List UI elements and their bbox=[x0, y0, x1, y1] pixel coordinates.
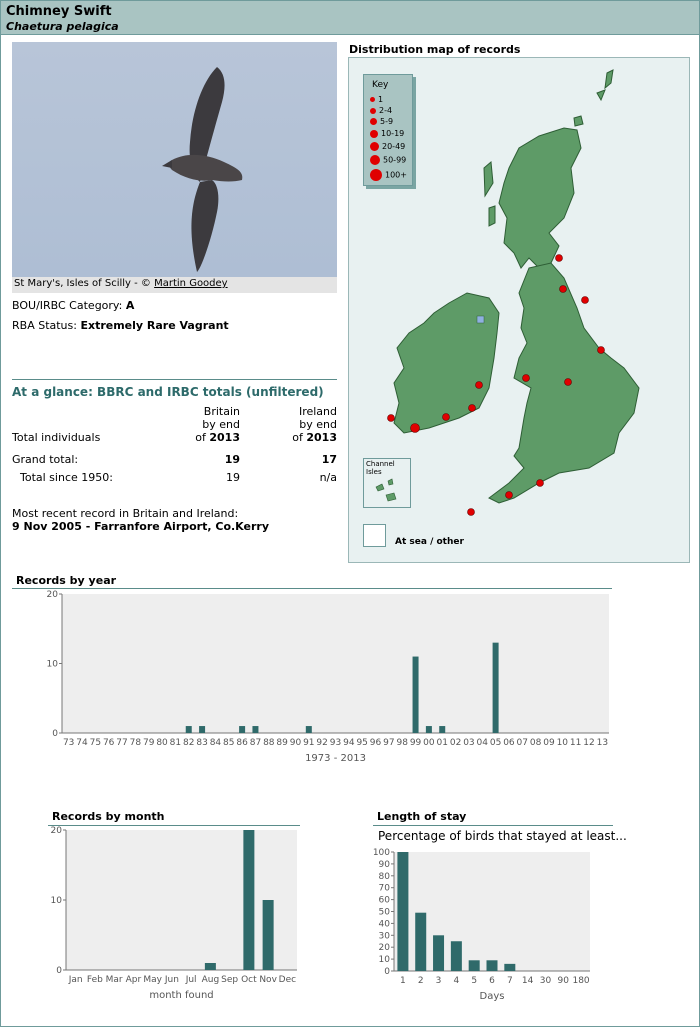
x-tick-label: 88 bbox=[263, 738, 275, 748]
y-tick-label: 20 bbox=[378, 943, 390, 954]
x-tick-label: 93 bbox=[329, 738, 342, 748]
y-tick-label: 10 bbox=[46, 659, 58, 670]
x-tick-label: Jun bbox=[164, 975, 179, 985]
bar bbox=[186, 726, 192, 733]
x-tick-label: 75 bbox=[89, 738, 102, 748]
length-of-stay-chart bbox=[360, 846, 600, 1006]
x-tick-label: Apr bbox=[125, 975, 142, 985]
x-tick-label: 76 bbox=[102, 738, 115, 748]
key-item-5-9: 5-9 bbox=[370, 117, 393, 126]
x-tick-label: 09 bbox=[543, 738, 555, 748]
channel-isles-map bbox=[364, 459, 410, 507]
length-of-stay-subtitle: Percentage of birds that stayed at least... bbox=[378, 829, 627, 843]
y-tick-label: 40 bbox=[378, 919, 390, 930]
bar bbox=[469, 960, 480, 971]
x-tick-label: 10 bbox=[556, 738, 569, 748]
x-tick-label: 86 bbox=[236, 738, 248, 748]
x-tick-label: Nov bbox=[259, 975, 277, 985]
x-tick-label: 91 bbox=[303, 738, 315, 748]
total-individuals-label: Total individuals bbox=[12, 431, 101, 444]
x-tick-label: 79 bbox=[142, 738, 155, 748]
x-tick-label: 3 bbox=[435, 976, 442, 986]
at-sea-label: At sea / other bbox=[395, 537, 464, 547]
x-axis-label: Days bbox=[479, 991, 505, 1002]
x-tick-label: 96 bbox=[369, 738, 382, 748]
bar bbox=[439, 726, 445, 733]
records-by-month-chart bbox=[28, 826, 303, 1006]
y-tick-label: 20 bbox=[46, 590, 58, 600]
bar bbox=[263, 900, 274, 970]
y-tick-label: 80 bbox=[378, 871, 390, 882]
category-value: A bbox=[125, 299, 135, 312]
grand-total-label: Grand total: bbox=[12, 453, 79, 466]
x-tick-label: 81 bbox=[169, 738, 182, 748]
bird-photo bbox=[12, 42, 337, 277]
key-item-2-4: 2-4 bbox=[370, 106, 392, 115]
bar bbox=[243, 830, 254, 970]
x-tick-label: 30 bbox=[539, 976, 552, 986]
channel-isles-label: Channel Isles bbox=[366, 460, 395, 476]
x-tick-label: 80 bbox=[156, 738, 168, 748]
x-tick-label: Oct bbox=[241, 975, 257, 985]
x-tick-label: 78 bbox=[129, 738, 142, 748]
x-tick-label: 04 bbox=[476, 738, 488, 748]
y-tick-label: 0 bbox=[384, 967, 390, 977]
x-tick-label: 02 bbox=[449, 738, 462, 748]
x-tick-label: Aug bbox=[201, 975, 220, 985]
swift-silhouette-image bbox=[12, 42, 337, 277]
x-tick-label: 6 bbox=[489, 976, 495, 986]
rba-status-row bbox=[12, 319, 229, 332]
x-tick-label: 90 bbox=[289, 738, 302, 748]
species-header bbox=[1, 1, 699, 35]
y-tick-label: 70 bbox=[378, 883, 390, 894]
since-1950-label: Total since 1950: bbox=[20, 471, 113, 484]
x-tick-label: 95 bbox=[356, 738, 368, 748]
y-tick-label: 60 bbox=[378, 895, 390, 906]
grand-total-britain: 19 bbox=[224, 453, 240, 466]
britain-column-header bbox=[186, 405, 240, 444]
x-tick-label: 98 bbox=[396, 738, 408, 748]
y-tick-label: 10 bbox=[50, 896, 62, 906]
x-tick-label: 1 bbox=[400, 976, 406, 986]
scientific-name: Chaetura pelagica bbox=[6, 20, 119, 33]
x-tick-label: 90 bbox=[557, 976, 569, 986]
photographer-link[interactable]: Martin Goodey bbox=[154, 278, 228, 289]
ireland-header-line1: Ireland bbox=[298, 405, 337, 418]
x-tick-label: 5 bbox=[471, 976, 478, 986]
y-tick-label: 0 bbox=[52, 729, 58, 739]
ireland-column-header bbox=[282, 405, 337, 444]
x-tick-label: 77 bbox=[116, 738, 128, 748]
x-tick-label: 74 bbox=[76, 738, 88, 748]
rba-status-label: RBA Status: bbox=[12, 319, 77, 332]
x-tick-label: 97 bbox=[383, 738, 395, 748]
key-item-1: 1 bbox=[370, 95, 383, 104]
bar bbox=[415, 913, 426, 971]
plot-background bbox=[66, 830, 297, 970]
channel-isles-inset bbox=[363, 458, 411, 508]
rba-status-value: Extremely Rare Vagrant bbox=[80, 319, 229, 332]
x-tick-label: 94 bbox=[343, 738, 355, 748]
bar bbox=[306, 726, 312, 733]
plot-background bbox=[62, 594, 609, 733]
bar bbox=[199, 726, 205, 733]
key-item-10-19: 10-19 bbox=[370, 129, 404, 138]
y-tick-label: 90 bbox=[378, 859, 390, 870]
since-1950-ireland: n/a bbox=[319, 471, 337, 484]
britain-header-line3: of 2013 bbox=[195, 431, 240, 444]
britain-header-line1: Britain bbox=[203, 405, 240, 418]
bar bbox=[487, 960, 498, 971]
x-axis-label: 1973 - 2013 bbox=[305, 753, 366, 764]
x-tick-label: 07 bbox=[516, 738, 529, 748]
bar bbox=[433, 935, 444, 971]
key-title: Key bbox=[372, 80, 389, 90]
caption-text: St Mary's, Isles of Scilly - © bbox=[14, 278, 151, 289]
y-tick-label: 10 bbox=[378, 955, 390, 966]
bar bbox=[451, 941, 462, 971]
recent-record-label: Most recent record in Britain and Ireland: bbox=[12, 507, 239, 520]
since-1950-britain: 19 bbox=[226, 471, 240, 484]
x-tick-label: 73 bbox=[62, 738, 75, 748]
grand-total-ireland: 17 bbox=[321, 453, 337, 466]
key-item-50-99: 50-99 bbox=[370, 155, 406, 165]
y-tick-label: 0 bbox=[56, 966, 62, 976]
x-tick-label: 87 bbox=[249, 738, 262, 748]
ireland-header-line3: of 2013 bbox=[292, 431, 337, 444]
x-tick-label: 05 bbox=[489, 738, 502, 748]
x-tick-label: Mar bbox=[105, 975, 123, 985]
x-tick-label: 14 bbox=[521, 976, 534, 986]
x-tick-label: 180 bbox=[572, 976, 590, 986]
records-by-year-title: Records by year bbox=[16, 574, 117, 587]
x-tick-label: 85 bbox=[223, 738, 235, 748]
x-tick-label: 2 bbox=[417, 976, 424, 986]
x-tick-label: 99 bbox=[409, 738, 422, 748]
britain-header-line2: by end bbox=[202, 418, 240, 431]
x-tick-label: 4 bbox=[453, 976, 460, 986]
x-tick-label: 92 bbox=[316, 738, 328, 748]
recent-record-value: 9 Nov 2005 - Farranfore Airport, Co.Kerry bbox=[12, 520, 269, 533]
common-name: Chimney Swift bbox=[6, 4, 112, 19]
bar bbox=[493, 643, 499, 733]
category-row bbox=[12, 299, 134, 312]
map-title: Distribution map of records bbox=[349, 43, 521, 56]
bar bbox=[397, 852, 408, 971]
x-tick-label: 08 bbox=[529, 738, 542, 748]
x-tick-label: 89 bbox=[276, 738, 288, 748]
key-item-100-plus: 100+ bbox=[370, 169, 407, 181]
bar bbox=[413, 657, 419, 733]
length-of-stay-rule bbox=[373, 825, 613, 826]
at-sea-box bbox=[363, 524, 386, 547]
x-tick-label: May bbox=[143, 975, 162, 985]
x-tick-label: 83 bbox=[196, 738, 208, 748]
bar bbox=[205, 963, 216, 970]
glance-title: At a glance: BBRC and IRBC totals (unfiltered) bbox=[12, 379, 337, 399]
x-tick-label: Dec bbox=[278, 975, 297, 985]
x-tick-label: 84 bbox=[209, 738, 222, 748]
x-tick-label: 12 bbox=[583, 738, 595, 748]
x-tick-label: 06 bbox=[503, 738, 515, 748]
x-tick-label: 82 bbox=[183, 738, 195, 748]
bar bbox=[239, 726, 245, 733]
x-tick-label: 7 bbox=[506, 976, 513, 986]
y-tick-label: 30 bbox=[378, 931, 390, 942]
map-key bbox=[363, 74, 413, 186]
x-tick-label: Sep bbox=[221, 975, 239, 985]
x-axis-label: month found bbox=[149, 990, 214, 1001]
x-tick-label: 03 bbox=[463, 738, 475, 748]
x-tick-label: 11 bbox=[569, 738, 582, 748]
x-tick-label: 13 bbox=[596, 738, 609, 748]
ireland-header-line2: by end bbox=[299, 418, 337, 431]
x-tick-label: 00 bbox=[423, 738, 435, 748]
key-item-20-49: 20-49 bbox=[370, 142, 405, 151]
records-by-month-title: Records by month bbox=[52, 810, 165, 823]
records-by-year-chart bbox=[12, 589, 612, 769]
photo-caption bbox=[12, 277, 337, 293]
y-tick-label: 20 bbox=[50, 826, 62, 836]
x-tick-label: Feb bbox=[86, 975, 103, 985]
x-tick-label: Jul bbox=[185, 975, 197, 985]
bar bbox=[504, 964, 515, 971]
length-of-stay-title: Length of stay bbox=[377, 810, 467, 823]
x-tick-label: Jan bbox=[68, 975, 83, 985]
y-tick-label: 100 bbox=[372, 848, 390, 858]
category-label: BOU/IRBC Category: bbox=[12, 299, 123, 312]
bar bbox=[426, 726, 432, 733]
x-tick-label: 01 bbox=[436, 738, 448, 748]
y-tick-label: 50 bbox=[378, 907, 390, 918]
bar bbox=[252, 726, 258, 733]
